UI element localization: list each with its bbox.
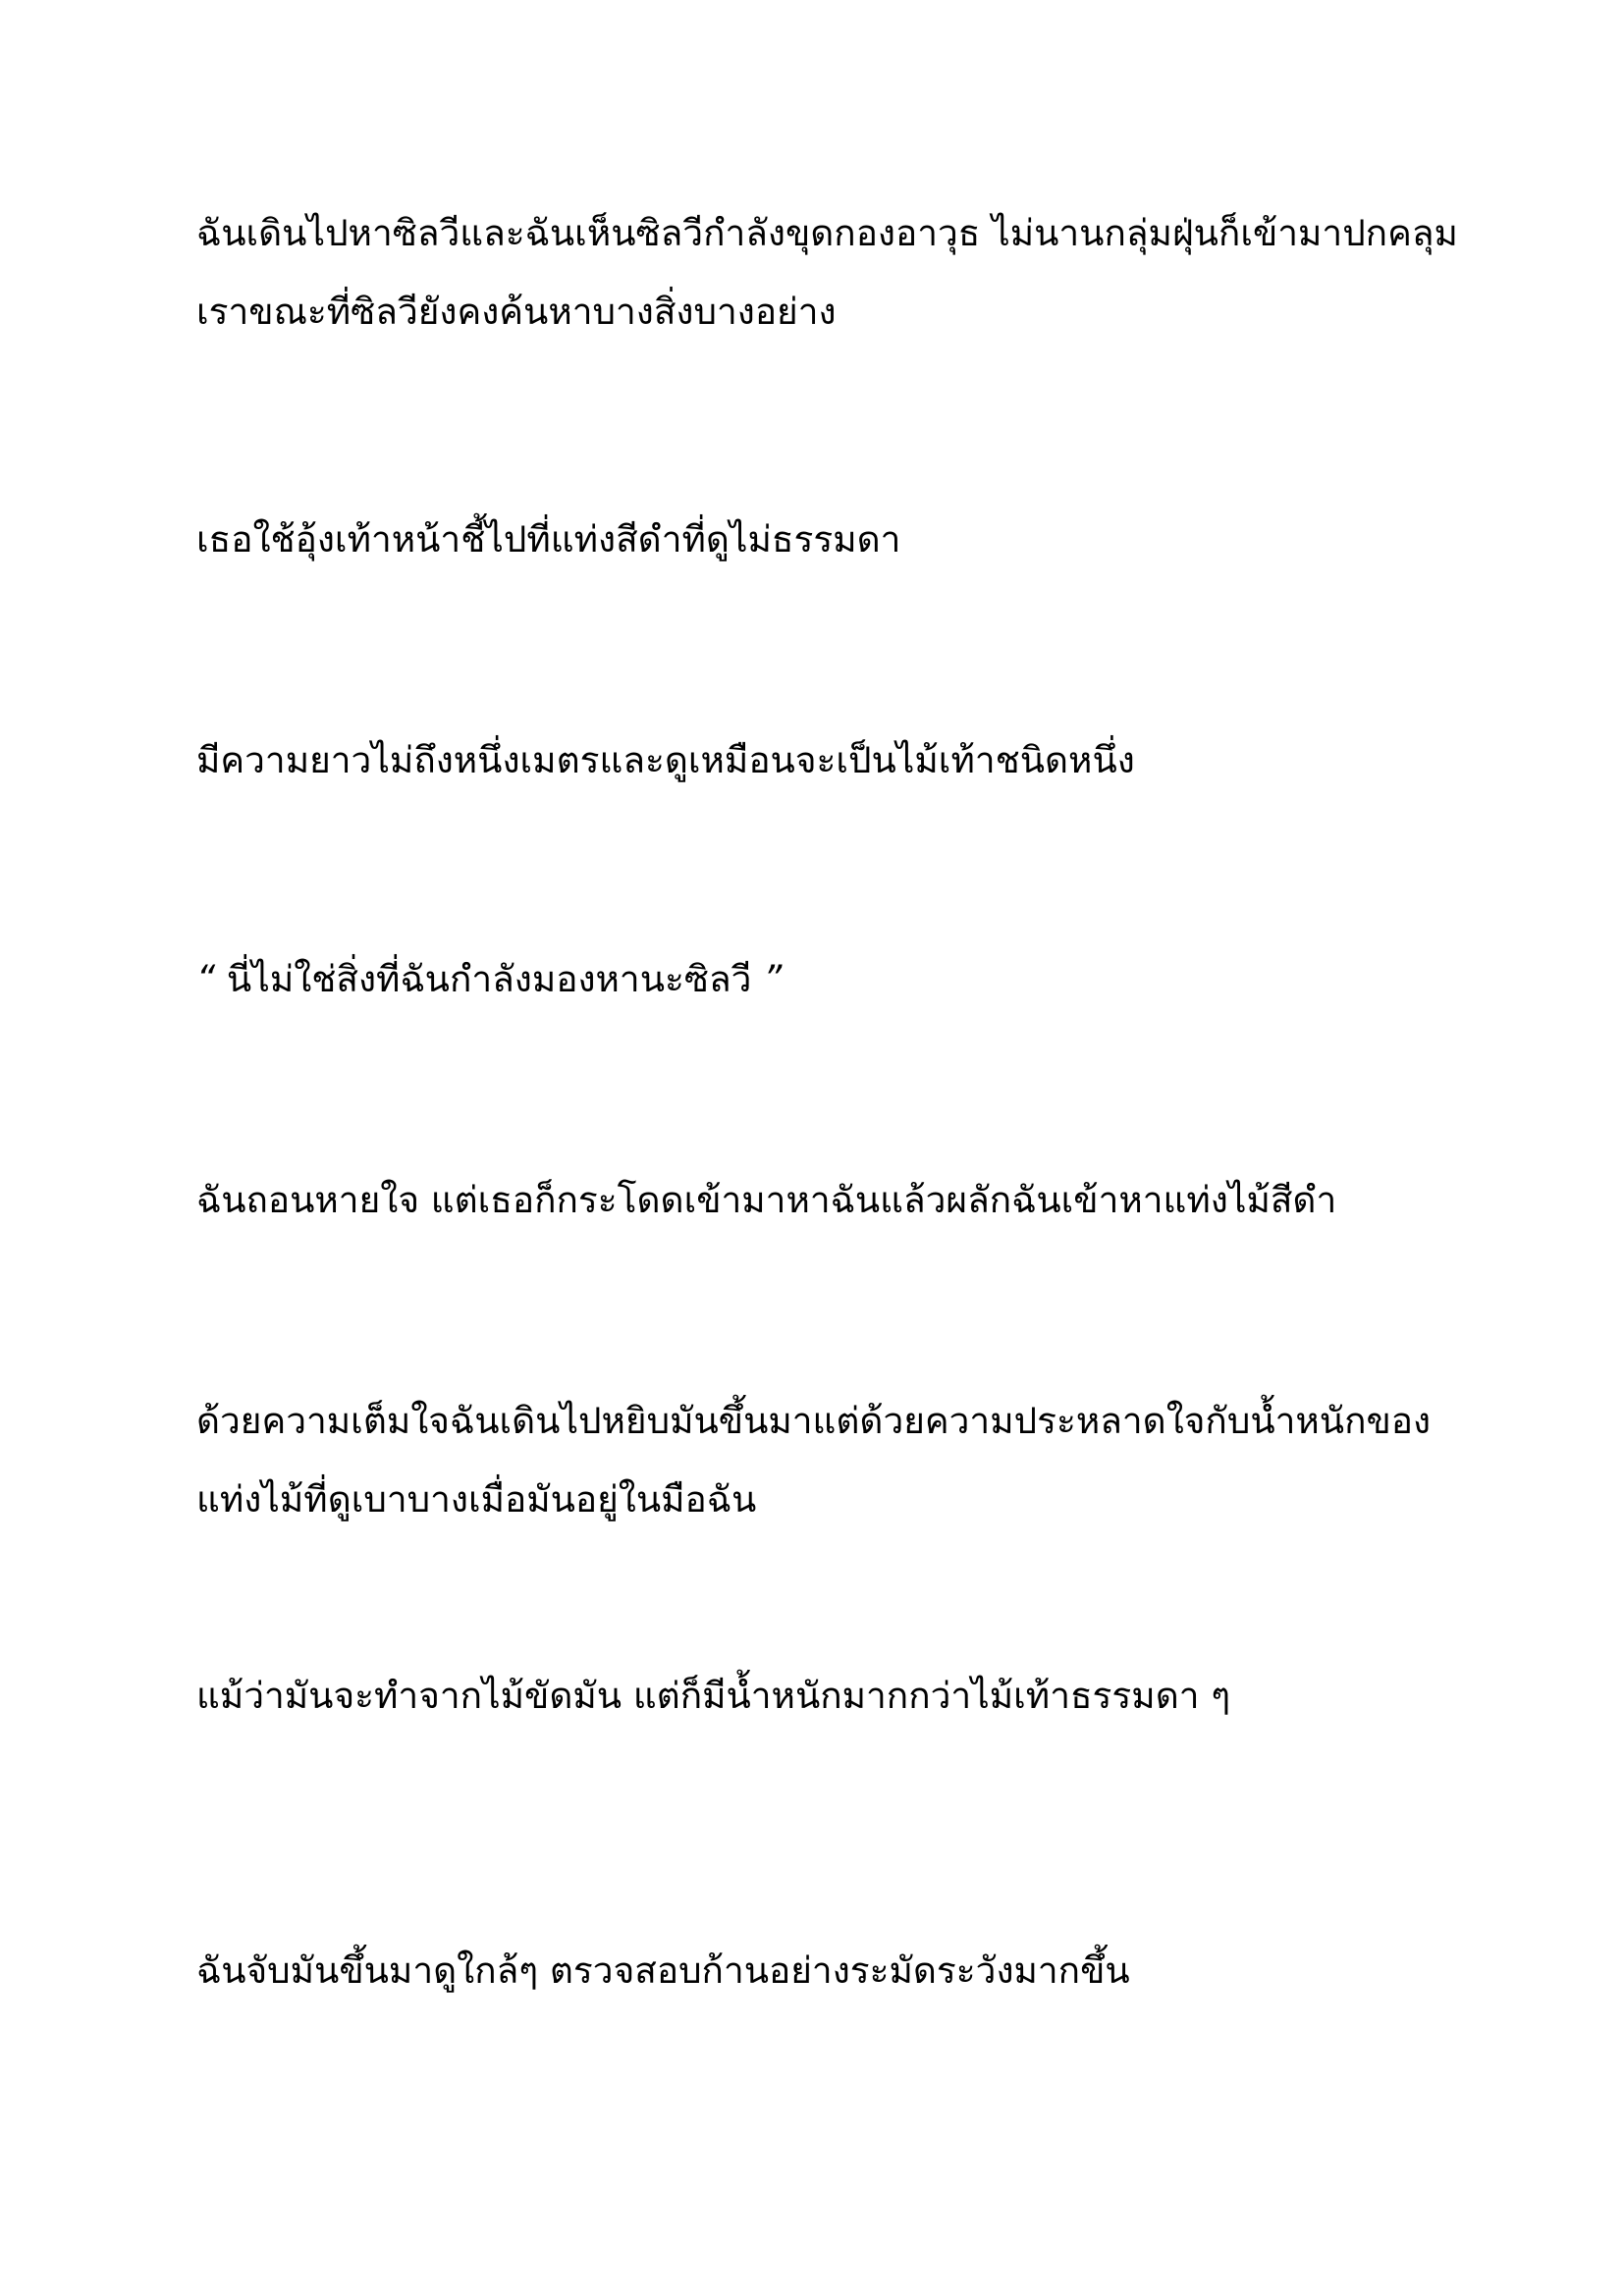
paragraph-2-line-1: เธอใช้อุ้งเท้าหน้าชี้ไปที่แท่งสีดำที่ดูไม่ธรรมดา	[196, 518, 901, 561]
open-quote-mark: “	[196, 958, 216, 1000]
paragraph-6	[196, 1382, 1434, 1539]
paragraph-5	[196, 1161, 1434, 1240]
paragraph-1-line-2: เราขณะที่ซิลวียังคงค้นหาบางสิ่งบางอย่าง	[196, 291, 837, 333]
paragraph-7	[196, 1657, 1434, 1735]
close-quote-mark: ”	[763, 958, 783, 1000]
dialogue-quote	[196, 940, 1434, 1019]
paragraph-6-line-2: แท่งไม้ที่ดูเบาบางเมื่อมันอยู่ในมือฉัน	[196, 1478, 757, 1521]
paragraph-3	[196, 721, 1434, 800]
paragraph-8-line-1: ฉันจับมันขึ้นมาดูใกล้ๆ ตรวจสอบก้านอย่างระมัดระวังมากขึ้น	[196, 1949, 1130, 1992]
paragraph-2	[196, 501, 1434, 579]
paragraph-6-line-1: ด้วยความเต็มใจฉันเดินไปหยิบมันขึ้นมาแต่ด้วยความประหลาดใจกับน้ำหนักของ	[196, 1400, 1432, 1442]
paragraph-7-line-1: แม้ว่ามันจะทำจากไม้ขัดมัน แต่ก็มีน้ำหนักมากกว่าไม้เท้าธรรมดา ๆ	[196, 1675, 1231, 1717]
paragraph-1-line-1: ฉันเดินไปหาซิลวีและฉันเห็นซิลวีกำลังขุดกองอาวุธ ไม่นานกลุ่มฝุ่นก็เข้ามาปกคลุม	[196, 212, 1458, 254]
dialogue-text: นี่ไม่ใช่สิ่งที่ฉันกำลังมองหานะซิลวี	[215, 958, 764, 1000]
paragraph-5-line-1: ฉันถอนหายใจ แต่เธอก็กระโดดเข้ามาหาฉันแล้วผลักฉันเข้าหาแท่งไม้สีดำ	[196, 1179, 1337, 1221]
paragraph-1	[196, 194, 1458, 351]
dialogue-line	[196, 940, 1434, 1019]
paragraph-3-line-1: มีความยาวไม่ถึงหนึ่งเมตรและดูเหมือนจะเป็นไม้เท้าชนิดหนึ่ง	[196, 739, 1135, 781]
paragraph-8	[196, 1932, 1434, 2010]
